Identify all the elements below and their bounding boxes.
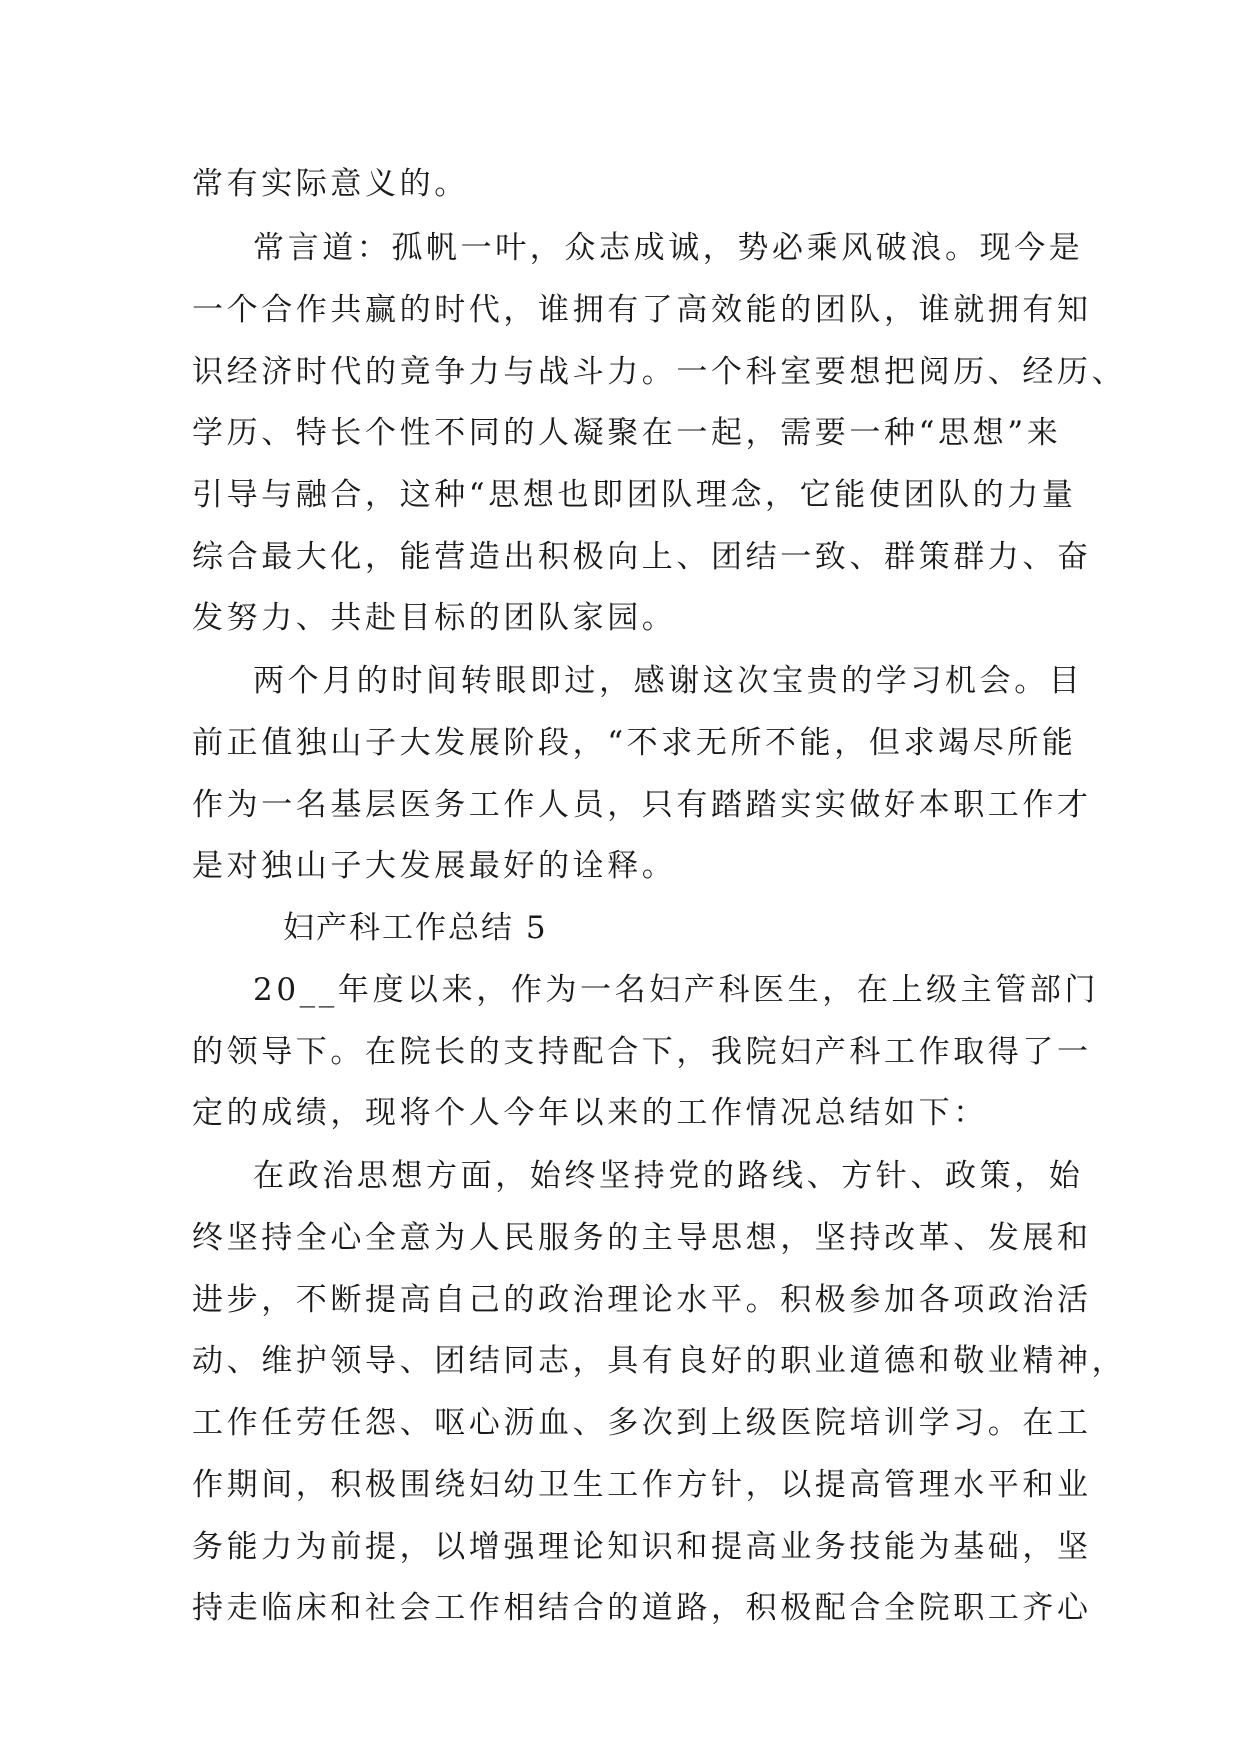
paragraph-line: 作为一名基层医务工作人员，只有踏踏实实做好本职工作才 — [192, 787, 1092, 823]
paragraph-line: 是对独山子大发展最好的诠释。 — [192, 848, 677, 884]
paragraph-line: 20__年度以来，作为一名妇产科医生，在上级主管部门 — [253, 972, 1100, 1008]
paragraph-line: 前正值独山子大发展阶段，“不求无所不能，但求竭尽所能 — [192, 725, 1077, 761]
paragraph-line: 两个月的时间转眼即过，感谢这次宝贵的学习机会。目 — [253, 663, 1084, 699]
paragraph-line: 引导与融合，这种“思想也即团队理念，它能使团队的力量 — [192, 477, 1077, 513]
paragraph-line: 终坚持全心全意为人民服务的主导思想，坚持改革、发展和 — [192, 1220, 1092, 1256]
paragraph-line: 常有实际意义的。 — [192, 166, 469, 202]
paragraph-line: 识经济时代的竟争力与战斗力。一个科室要想把阅历、经历、 — [192, 354, 1127, 390]
paragraph-line: 发努力、共赴目标的团队家园。 — [192, 600, 677, 636]
paragraph-line: 的领导下。在院长的支持配合下，我院妇产科工作取得了一 — [192, 1034, 1092, 1070]
paragraph-line: 务能力为前提，以增强理论知识和提高业务技能为基础，坚 — [192, 1529, 1092, 1565]
paragraph-line: 综合最大化，能营造出积极向上、团结一致、群策群力、奋 — [192, 539, 1092, 575]
paragraph-line: 学历、特长个性不同的人凝聚在一起，需要一种“思想”来 — [192, 415, 1062, 451]
paragraph-line: 作期间，积极围绕妇幼卫生工作方针，以提高管理水平和业 — [192, 1467, 1092, 1503]
paragraph-line: 在政治思想方面，始终坚持党的路线、方针、政策，始 — [253, 1158, 1084, 1194]
paragraph-line: 常言道：孤帆一叶，众志成诚，势必乘风破浪。现今是 — [253, 230, 1084, 266]
paragraph-line: 进步，不断提高自己的政治理论水平。积极参加各项政治活 — [192, 1282, 1092, 1318]
paragraph-line: 一个合作共赢的时代，谁拥有了高效能的团队，谁就拥有知 — [192, 292, 1092, 328]
section-heading: 妇产科工作总结 5 — [283, 910, 548, 946]
paragraph-line: 持走临床和社会工作相结合的道路，积极配合全院职工齐心 — [192, 1590, 1092, 1626]
paragraph-line: 定的成绩，现将个人今年以来的工作情况总结如下： — [192, 1095, 988, 1131]
paragraph-line: 动、维护领导、团结同志，具有良好的职业道德和敬业精神， — [192, 1343, 1127, 1379]
paragraph-line: 工作任劳任怨、呕心沥血、多次到上级医院培训学习。在工 — [192, 1405, 1092, 1441]
